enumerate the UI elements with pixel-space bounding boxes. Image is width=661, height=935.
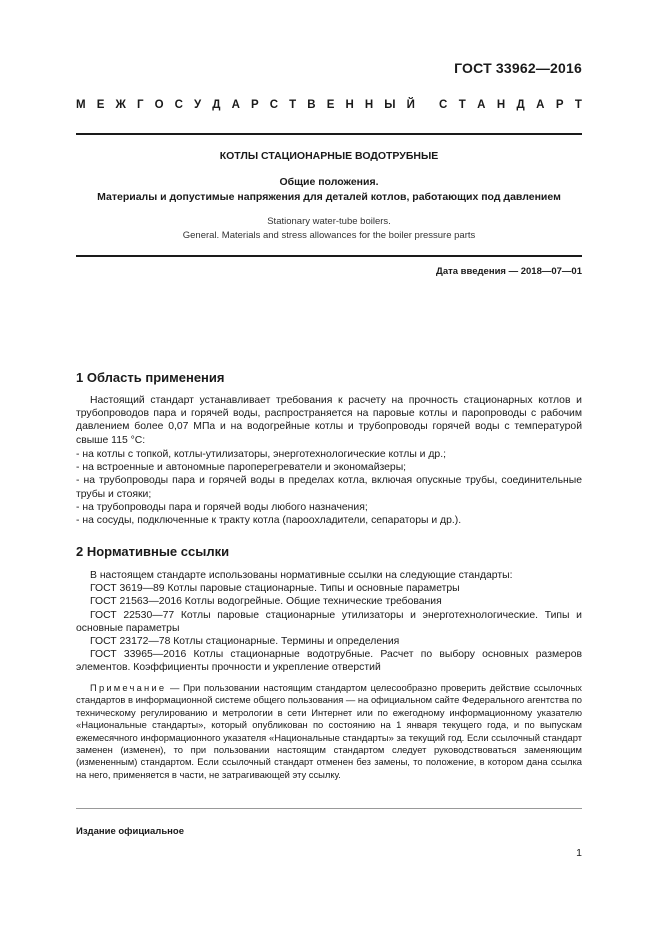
reference-item: ГОСТ 3619—89 Котлы паровые стационарные. Типы и основные параметры xyxy=(90,583,460,595)
document-subtitle-2: Материалы и допустимые напряжения для деталей котлов, работающих под давлением xyxy=(97,191,561,203)
header-letter: Ы xyxy=(384,99,396,111)
note-label: Примечание xyxy=(90,682,167,693)
section-1-heading: 1 Область применения xyxy=(76,370,225,385)
header-letter: С xyxy=(439,99,448,111)
header-letter: А xyxy=(231,99,240,111)
section-2-references xyxy=(76,569,582,675)
document-subtitle-1: Общие положения. xyxy=(279,176,379,188)
header-letter: М xyxy=(76,99,86,111)
header-letter: Т xyxy=(289,99,297,111)
header-rule xyxy=(76,133,582,135)
section-1-list xyxy=(76,448,582,527)
header-letter: Н xyxy=(496,99,506,111)
note-text: — При пользовании настоящим стандартом целесообразно проверить действие ссылочных стандартов в информационной системе общего пользования — на официальном сайте Федерального агентства по техническому регулированию и метрологии в сети Интернет или по ежегодному информационному указателю «Национальные стандарты», который опубликован по состоянию на 1 января текущего года, и по выпускам ежемесячного информационного указателя «Национальные стандарты» за текущий год. Если ссылочный стандарт заменен (изменен), то при пользовании настоящим стандартом следует руководствоваться заменяющим (измененным) стандартом. Если ссылочный стандарт отменен без замены, то положение, в котором дана ссылка на него, применяется в части, не затрагивающей эту ссылку. xyxy=(76,682,582,780)
header-letter: Н xyxy=(345,99,354,111)
header-letter: В xyxy=(307,99,316,111)
header-letter: Е xyxy=(96,99,105,111)
document-title: КОТЛЫ СТАЦИОНАРНЫЕ ВОДОТРУБНЫЕ xyxy=(219,150,439,162)
introduction-date: Дата введения — 2018—07—01 xyxy=(436,266,582,277)
list-item: - на трубопроводы пара и горячей воды любого назначения; xyxy=(76,501,368,513)
header-letter: О xyxy=(154,99,164,111)
gost-number: ГОСТ 33962—2016 xyxy=(454,60,582,76)
header-letter: С xyxy=(269,99,279,111)
reference-item: ГОСТ 23172—78 Котлы стационарные. Термины и определения xyxy=(90,636,400,648)
reference-item: ГОСТ 22530—77 Котлы паровые стационарные утилизаторы и энерготехнологические. Типы и основные параметры xyxy=(76,609,582,634)
title-rule xyxy=(76,255,582,257)
header-letter: А xyxy=(477,99,486,111)
interstate-standard-label xyxy=(76,99,582,111)
footer-rule xyxy=(76,808,582,809)
list-item: - на трубопроводы пара и горячей воды в пределах котла, включая опускные трубы, соединительные трубы и стояки; xyxy=(76,475,582,500)
header-letter: Р xyxy=(555,99,564,111)
header-letter: Д xyxy=(212,99,221,111)
english-title-2: General. Materials and stress allowances for the boiler pressure parts xyxy=(182,230,476,241)
header-letter: Д xyxy=(516,99,525,111)
header-letter: Е xyxy=(326,99,335,111)
references-intro: В настоящем стандарте использованы нормативные ссылки на следующие стандарты: xyxy=(90,570,513,581)
reference-item: ГОСТ 21563—2016 Котлы водогрейные. Общие технические требования xyxy=(90,596,442,608)
english-title-1: Stationary water-tube boilers. xyxy=(267,216,391,227)
section-1-paragraph: Настоящий стандарт устанавливает требования к расчету на прочность стационарных котлов и трубопроводов пара и горячей воды, распространяется на паровые котлы и паропроводы с рабочим давлением более 0,07 МПа и на водогрейные котлы и трубопроводы горячей воды с температурой свыше 115 °С: xyxy=(76,395,582,446)
page-number: 1 xyxy=(576,847,582,859)
standard-word xyxy=(439,99,582,111)
list-item: - на встроенные и автономные пароперегреватели и экономайзеры; xyxy=(76,462,407,474)
interstate-word xyxy=(76,99,415,111)
section-2-heading: 2 Нормативные ссылки xyxy=(76,544,230,559)
header-letter: Н xyxy=(364,99,374,111)
list-item: - на сосуды, подключенные к тракту котла (пароохладители, сепараторы и др.). xyxy=(76,515,462,527)
header-letter: Т xyxy=(458,99,466,111)
header-letter: Р xyxy=(250,99,259,111)
header-letter: А xyxy=(536,99,545,111)
reference-item: ГОСТ 33965—2016 Котлы стационарные водотрубные. Расчет по выбору основных размеров элементов. Коэффициенты прочности и укрепление отверстий xyxy=(76,649,582,674)
header-letter: С xyxy=(174,99,183,111)
header-letter: Т xyxy=(574,99,582,111)
header-letter: Ж xyxy=(115,99,126,111)
list-item: - на котлы с топкой, котлы-утилизаторы, энерготехнологические котлы и др.; xyxy=(76,449,446,460)
note-block xyxy=(76,682,582,781)
header-letter: Г xyxy=(136,99,144,111)
header-letter: Й xyxy=(406,99,415,111)
header-letter: У xyxy=(194,99,202,111)
official-edition-label: Издание официальное xyxy=(76,826,184,837)
